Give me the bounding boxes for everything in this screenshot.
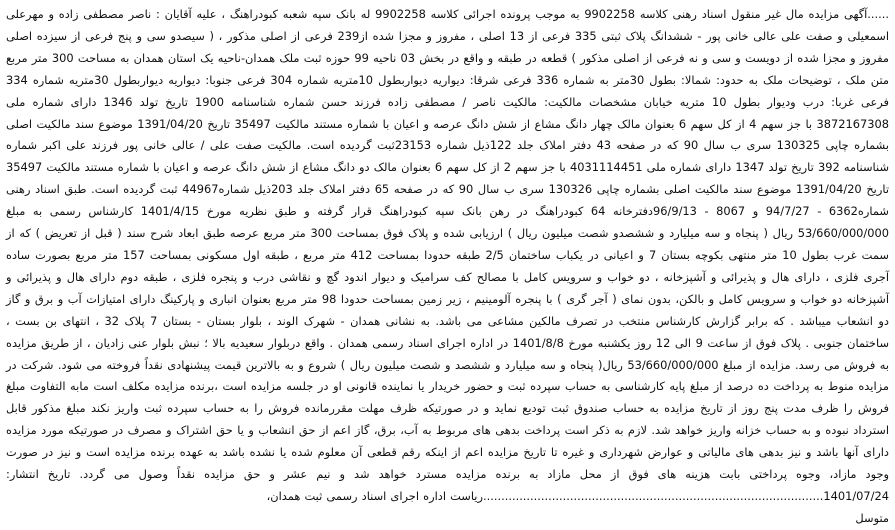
notice-body-text: ......آگهی مزایده مال غیر منقول اسناد رهنی کلاسه 9902258 به موجب پرونده اجرائی کلاسه 9902258 له بانک سپه شعبه کبودراهنگ ، علیه آقایان : ناصر مصطفی زاده و مهرعلی اسمعیلی و صفت علی عالی خانی پور - ششدانگ پلاک ثبتی 335 فرعی از 13 اصلی ، مفروز و مجزا شده از239 فرعی از اصلی مذکور ، ( سیصدو سی و پنج فرعی از سیزده اصلی مفروز و مجزا شده از دویست و سی و نه فرعی از اصلی مذکور ) قطعه در طبقه و واقع در بخش 03 ناحیه 99 حوزه ثبت ملک همدان-ناحیه یک استان همدان به مساحت 300 متر مربع متن ملک ، توضیحات ملک به حدود: شمالا: بطول 30متر به شماره 336 فرعی شرقا: دیواریه دیواربطول 10متریه شماره 304 فرعی جنوبا: دیواریه دیواربطول 30متریه شماره 334 فرعی غربا: درب ودیوار بطول 10 متریه خیابان مشخصات مالکیت: مالکیت ناصر / مصطفی زاده فرزند حسن شماره شناسنامه 1900 تاریخ تولد 1346 دارای شماره ملی 3872167308 با جز سهم 4 از کل سهم 6 بعنوان مالک چهار دانگ مشاع از شش دانگ عرصه و اعیان با شماره مستند مالکیت 35497 تاریخ 1391/04/20 موضوع سند مالکیت اصلی بشماره چاپی 130325 سری ب سال 90 که در صفحه 43 دفتر املاک جلد 122ذیل شماره 23153ثبت گردیده است. مالکیت صفت علی / عالی خانی پور فرزند علی اکبر شماره شناسنامه 392 تاریخ تولد 1347 دارای شماره ملی 4031114451 با جز سهم 2 از کل سهم 6 بعنوان مالک دو دانگ مشاع از شش دانگ عرصه و اعیان با شماره مستند مالکیت 35497 تاریخ 1391/04/20 موضوع سند مالکیت اصلی بشماره چاپی 130326 سری ب سال 90 که در صفحه 65 دفتر املاک جلد 203ذیل شماره44967 ثبت گردیده است. طبق اسناد رهنی شماره6362 - 94/7/27 و 8067 - 96/9/13دفترخانه 64 کبودراهنگ در رهن بانک سپه کبودراهنگ قرار گرفته و طبق نظریه مورخ 1401/4/15 کارشناس رسمی به مبلغ 53/660/000/000 ریال ( پنجاه و سه میلیارد و ششصدو شصت میلیون ریال ) ارزیابی شده و پلاک فوق بمساحت 300 متر مربع عرصه طبق ابعاد شرح سند ( قبل از تعریض ) که از سمت غرب بطول 10 متر منتهی بکوچه بستان 7 و اعیانی در یکباب ساختمان 2/5 طبقه حدودا بمساحت 412 متر مربع ، طبقه اول مسکونی بمساحت 157 متر مربع بصورت ساده آجری فلزی ، دارای هال و پذیرائی و آشپزخانه ، دو خواب و سرویس کامل با مصالح کف سرامیک و دیوار اندود گچ و نقاشی درب و پنجره فلزی ، طبقه دوم دارای هال و پذیرائی و آشپزخانه دو خواب و سرویس کامل و بالکن، بدون نمای ( آجر گری ) با پنجره آلومینیم ، زیر زمین بمساحت حدودا 98 متر مربع بعنوان انباری و پارکینگ دارای امتیازات آب و برق و گاز دو انشعاب میباشد . که برابر گزارش کارشناس منتخب در تصرف مالکین مشاعی می باشد. به نشانی همدان - شهرک الوند ، بلوار بستان - بستان 7 پلاک 32 ، انتهای بن بست ، ساختمان جنوبی . پلاک فوق از ساعت 9 الی 12 روز یکشنبه مورخ 1401/8/8 در اداره اجرای اسناد رسمی همدان . واقع دربلوار سعیدیه بالا ؛ نبش بلوار عنی زادیان ، از طریق مزایده به فروش می رسد. مزایده از مبلغ 53/660/000/000 ریال( پنجاه و سه میلیارد و ششصد و شصت میلیون ریال ) شروع و به بالاترین قیمت پیشنهادی نقداً فروخته می شود. شرکت در مزایده منوط به پرداخت ده درصد از مبلغ پایه کارشناسی به حساب سپرده ثبت و حضور خریدار یا نماینده قانونی او در جلسه مزایده است ،برنده مزایده مکلف است مابه التفاوت مبلغ فروش را ظرف مدت پنج روز از تاریخ مزایده به حساب صندوق ثبت تودیع نماید و در صورتیکه ظرف مهلت مقررمانده فروش را به حساب سپرده ثبت واریز نکند مبلغ مذکور قابل استرداد نبوده و به حساب خزانه واریز خواهد شد. لازم به ذکر است پرداخت بدهی های مربوط به آب، برق، گاز اعم از حق انشعاب و یا حق اشتراک و مصرف در صورتیکه مورد مزایده دارای آنها باشد و نیز بدهی های مالیاتی و عوارض شهرداری و غیره تا تاریخ مزایده اعم از اینکه رقم قطعی آن معلوم شده یا نشده باشد به عهده برنده مزایده است و نیز در صورت وجود مازاد، وجوه پرداختی بابت هزینه های فوق از محل مازاد به برنده مزایده مسترد خواهد شد و نیم عشر و حق مزایده نقداً وصول می گردد. تاریخ انتشار: 1401/07/24..............................................................................................ریاست اداره اجرای اسناد رسمی ثبت همدان،	[6, 7, 890, 503]
notice-category-label: متوسل	[855, 510, 889, 525]
